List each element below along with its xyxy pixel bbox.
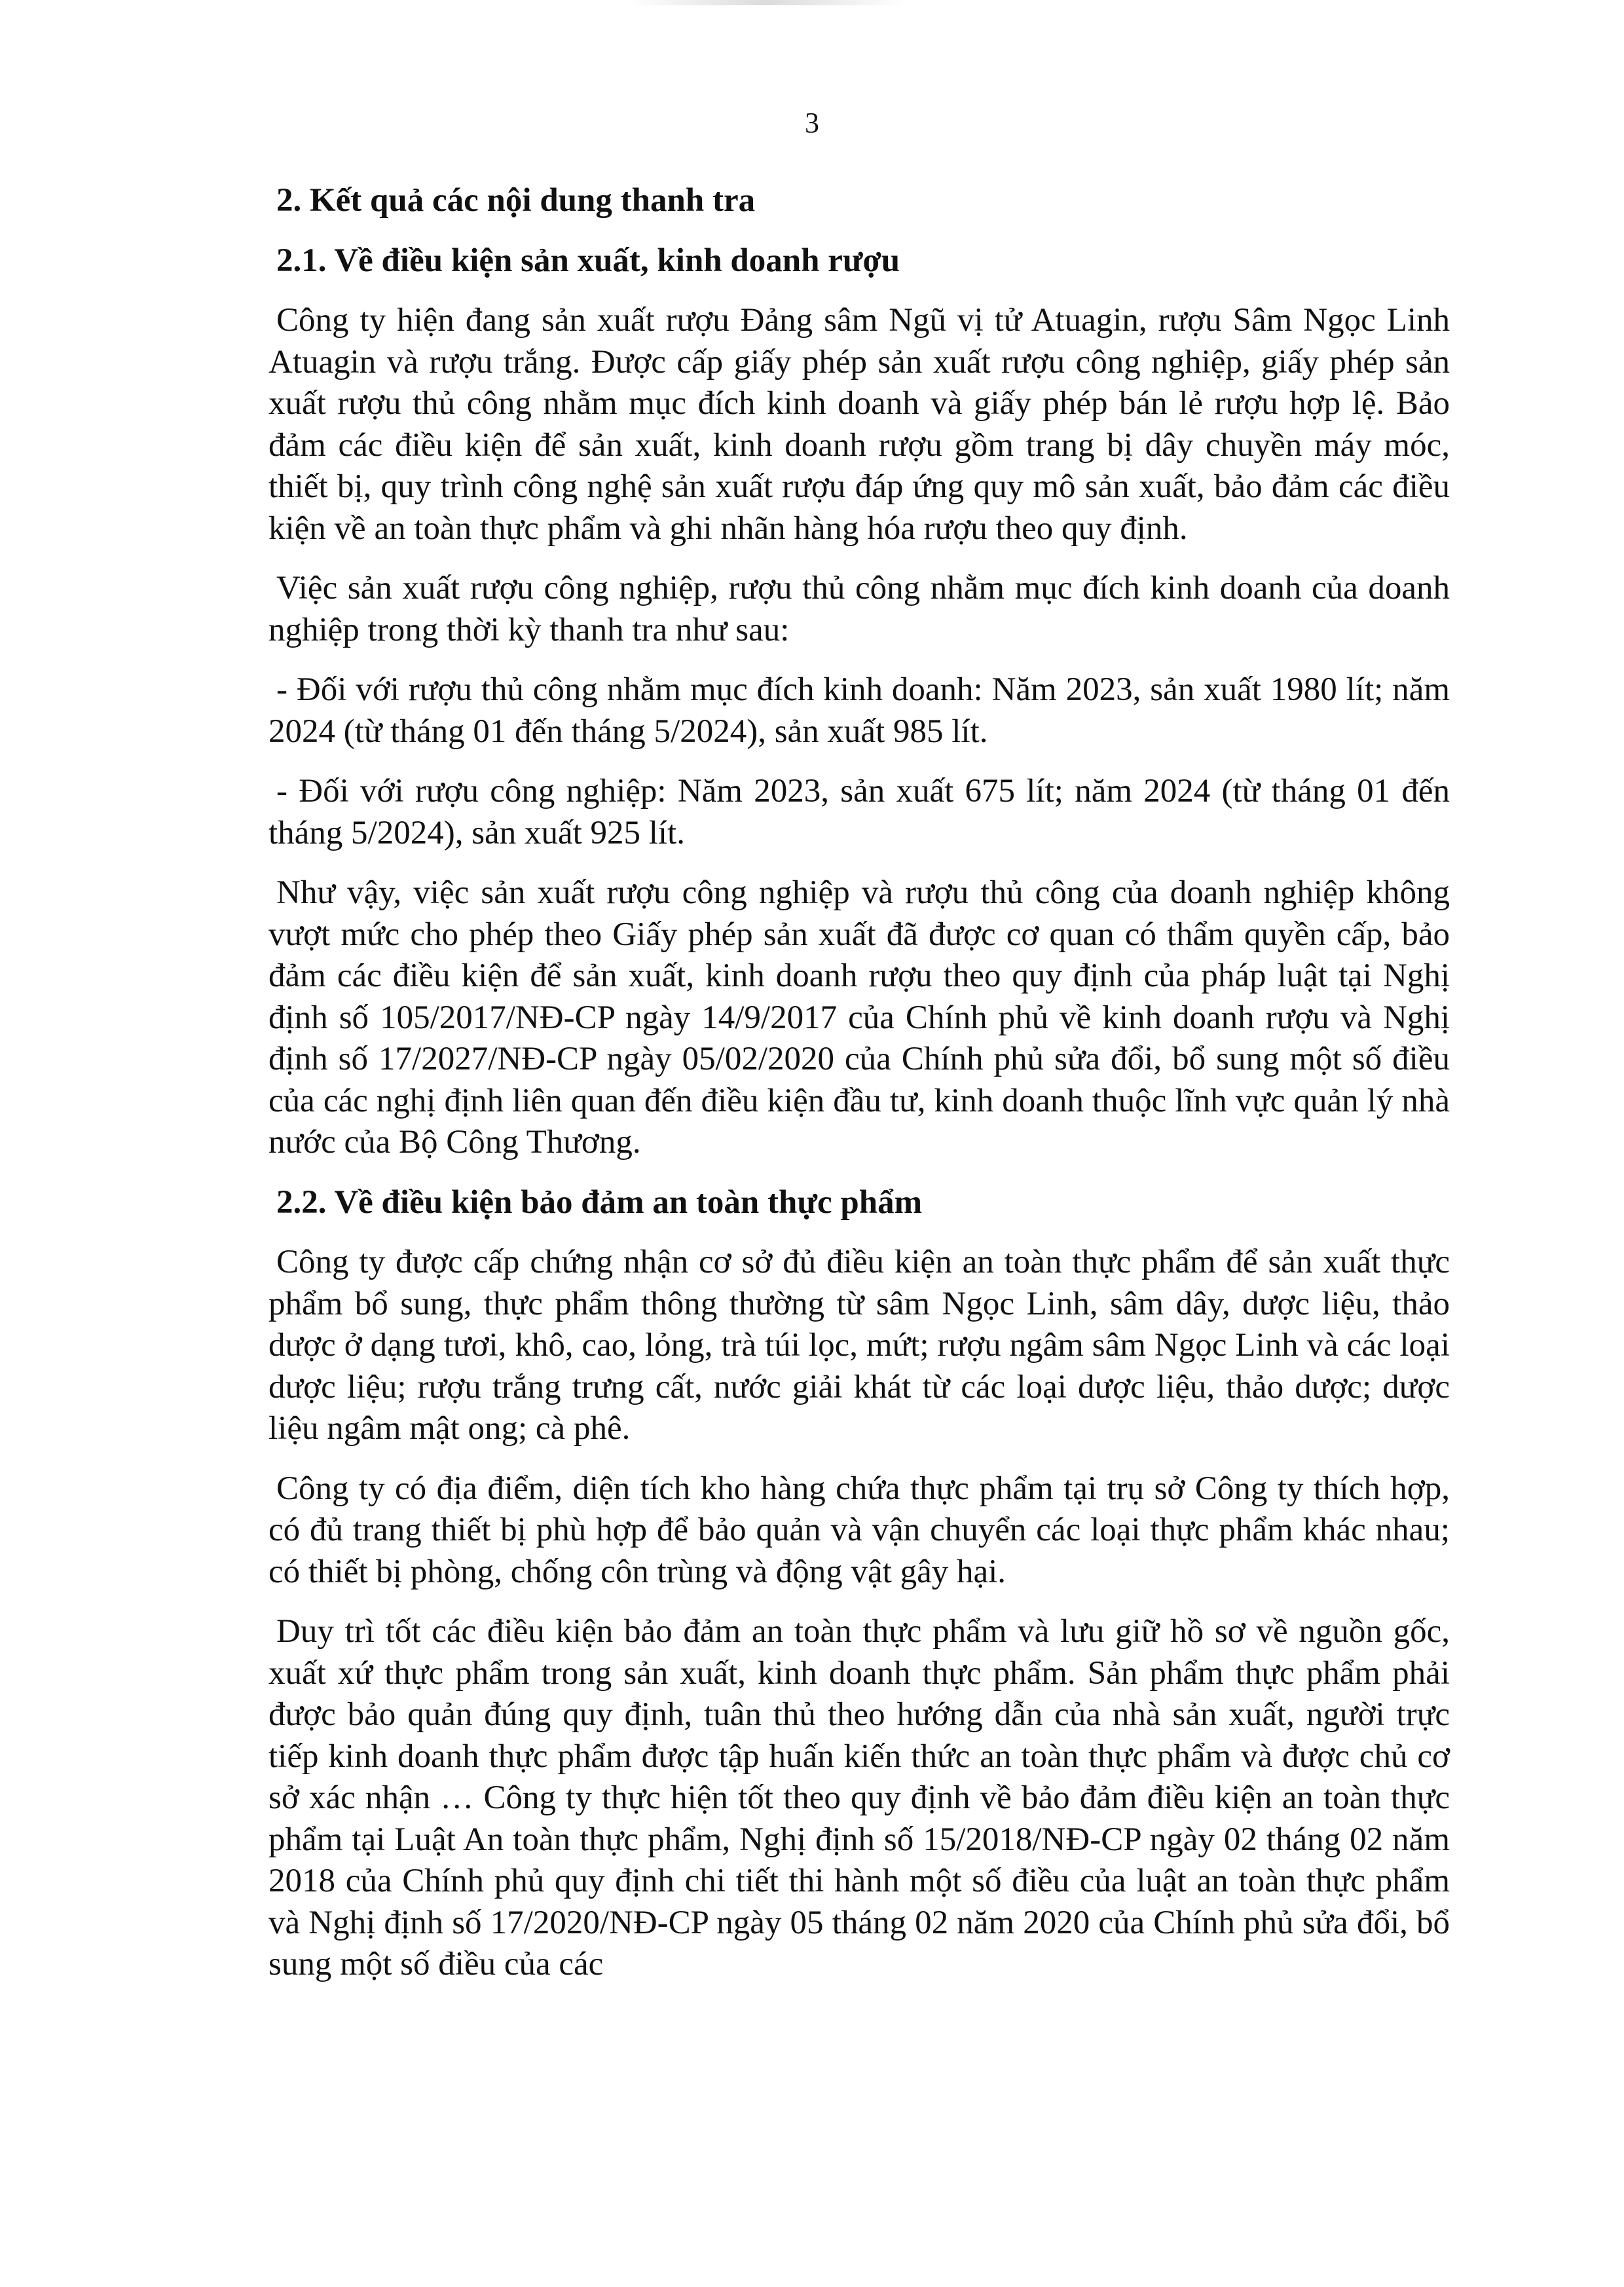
subsection-heading: 2.1. Về điều kiện sản xuất, kinh doanh rượu [276,242,900,279]
section-heading: 2. Kết quả các nội dung thanh tra [276,182,756,219]
page-number: 3 [805,107,819,139]
body-paragraph: Công ty được cấp chứng nhận cơ sở đủ điều kiện an toàn thực phẩm để sản xuất thực phẩm bổ sung, thực phẩm thông thường từ sâm Ngọc Linh, sâm dây, dược liệu, thảo dược ở dạng tươi, khô, cao, lỏng, trà túi lọc, mứt; rượu ngâm sâm Ngọc Linh và các loại dược liệu; rượu trắng trưng cất, nước giải khát từ các loại dược liệu, thảo dược; dược liệu ngâm mật ong; cà phê. [268,1244,1450,1447]
subsection-heading: 2.2. Về điều kiện bảo đảm an toàn thực phẩm [276,1183,923,1221]
body-paragraph: Như vậy, việc sản xuất rượu công nghiệp và rượu thủ công của doanh nghiệp không vượt mức cho phép theo Giấy phép sản xuất đã được cơ quan có thẩm quyền cấp, bảo đảm các điều kiện để sản xuất, kinh doanh rượu theo quy định của pháp luật tại Nghị định số 105/2017/NĐ-CP ngày 14/9/2017 của Chính phủ về kinh doanh rượu và Nghị định số 17/2027/NĐ-CP ngày 05/02/2020 của Chính phủ sửa đổi, bổ sung một số điều của các nghị định liên quan đến điều kiện đầu tư, kinh doanh thuộc lĩnh vực quản lý nhà nước của Bộ Công Thương. [268,874,1450,1161]
body-paragraph: Duy trì tốt các điều kiện bảo đảm an toàn thực phẩm và lưu giữ hồ sơ về nguồn gốc, xuất xứ thực phẩm trong sản xuất, kinh doanh thực phẩm. Sản phẩm thực phẩm phải được bảo quản đúng quy định, tuân thủ theo hướng dẫn của nhà sản xuất, người trực tiếp kinh doanh thực phẩm được tập huấn kiến thức an toàn thực phẩm và được chủ cơ sở xác nhận … Công ty thực hiện tốt theo quy định về bảo đảm điều kiện an toàn thực phẩm tại Luật An toàn thực phẩm, Nghị định số 15/2018/NĐ-CP ngày 02 tháng 02 năm 2018 của Chính phủ quy định chi tiết thi hành một số điều của luật an toàn thực phẩm và Nghị định số 17/2020/NĐ-CP ngày 05 tháng 02 năm 2020 của Chính phủ sửa đổi, bổ sung một số điều của các [268,1613,1450,1982]
body-paragraph: Công ty có địa điểm, diện tích kho hàng chứa thực phẩm tại trụ sở Công ty thích hợp, có đủ trang thiết bị phù hợp để bảo quản và vận chuyển các loại thực phẩm khác nhau; có thiết bị phòng, chống côn trùng và động vật gây hại. [268,1470,1450,1590]
body-paragraph: Công ty hiện đang sản xuất rượu Đảng sâm Ngũ vị tử Atuagin, rượu Sâm Ngọc Linh Atuagin và rượu trắng. Được cấp giấy phép sản xuất rượu công nghiệp, giấy phép sản xuất rượu thủ công nhằm mục đích kinh doanh và giấy phép bán lẻ rượu hợp lệ. Bảo đảm các điều kiện để sản xuất, kinh doanh rượu gồm trang bị dây chuyền máy móc, thiết bị, quy trình công nghệ sản xuất rượu đáp ứng quy mô sản xuất, bảo đảm các điều kiện về an toàn thực phẩm và ghi nhãn hàng hóa rượu theo quy định. [268,302,1450,547]
list-item: - Đối với rượu thủ công nhằm mục đích kinh doanh: Năm 2023, sản xuất 1980 lít; năm 2024 (từ tháng 01 đến tháng 5/2024), sản xuất 985 lít. [268,671,1450,750]
document-body [268,180,1450,2004]
list-item: - Đối với rượu công nghiệp: Năm 2023, sản xuất 675 lít; năm 2024 (từ tháng 01 đến tháng 5/2024), sản xuất 925 lít. [268,773,1450,851]
scan-edge-shadow [629,0,904,5]
body-paragraph: Việc sản xuất rượu công nghiệp, rượu thủ công nhằm mục đích kinh doanh của doanh nghiệp trong thời kỳ thanh tra như sau: [268,570,1450,648]
